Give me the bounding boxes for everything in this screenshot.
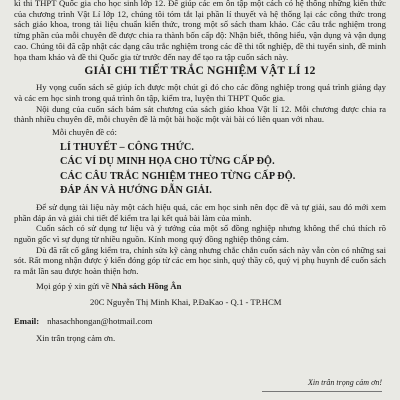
email-address: nhasachhongan@hotmail.com [47,316,153,327]
topic-intro: Mỗi chuyên đề có: [52,127,117,138]
topic-structure-list [60,141,386,199]
contact-prefix: Mọi góp ý xin gửi về [36,280,112,291]
paragraph-feedback: Dù đã rất cố gắng kiểm tra, chỉnh sửa kỹ càng nhưng chắc chắn cuốn sách này vẫn còn có những sai sót. Rất mong nhận được ý kiến đóng góp từ các em học sinh, quý thầy cô, quý vị phụ huynh để cuốn sách ra mắt lần sau được hoàn thiện hơn. [14,244,386,277]
signoff: Xin trân trọng cảm ơn! [307,378,382,388]
section-title: GIẢI CHI TIẾT TRẮC NGHIỆM VẬT LÍ 12 [84,65,316,78]
email-line [14,316,386,327]
signoff-underline [262,391,382,392]
paragraph-content: Nội dung của cuốn sách bám sát chương của sách giáo khoa Vật lí 12. Mỗi chương được chia ra thành nhiều chuyên đề, mỗi chuyên đề là một bài hoặc một vài bài có liên quan với nhau. [14,103,386,125]
paragraph-usage: Để sử dụng tài liệu này một cách hiệu quả, các em học sinh nên đọc đề và tự giải, sau đó mới xem phần đáp án và giải chi tiết để kiểm tra lại kết quả bài làm của mình. [14,201,386,223]
paragraph-hope: Hy vọng cuốn sách sẽ giúp ích được một chút gì đó cho các đồng nghiệp trong quá trình giảng dạy và các em học sinh trong quá trình ôn tập, kiểm tra, luyện thi THPT Quốc gia. [14,82,386,104]
list-item: LÍ THUYẾT – CÔNG THỨC. [60,141,195,153]
paragraph-sources: Cuốn sách có sử dụng tư liệu và ý tưởng của một số đồng nghiệp nhưng không thể chú thích rõ nguồn gốc vì sự dụng từ nhiều nguồn. Kính mong quý đồng nghiệp thông cảm. [14,223,386,244]
thanks-line: Xin trân trọng cảm ơn. [36,332,116,343]
list-item: CÁC VÍ DỤ MINH HỌA CHO TỪNG CẤP ĐỘ. [60,156,275,168]
contact-block [14,281,386,344]
list-item: ĐÁP ÁN VÀ HƯỚNG DẪN GIẢI. [60,185,212,197]
email-label: Email: [14,316,40,327]
publisher-address: 20C Nguyễn Thị Minh Khai, P.ĐaKao - Q.1 - TP.HCM [90,297,282,308]
publisher-name: Nhà sách Hồng Ân [111,280,182,291]
opening-paragraph: kì thi THPT Quốc gia cho học sinh lớp 12. Để giúp các em ôn tập một cách có hệ thống những kiến thức của chương trình Vật Lí lớp 12, chúng tôi tóm tắt lại phần lí thuyết và hệ thống lại các công thức trong sách giáo khoa, trong tài liệu chuẩn kiến thức, trong một số sách tham khảo. Các câu trắc nghiệm trong từng phần của mỗi chuyên đề được chia ra thành bốn cấp độ: Nhận biết, thông hiểu, vận dụng và vận dụng cao. Chúng tôi đã cập nhật các dạng câu trắc nghiệm trong các đề thi tốt nghiệp, đề thi tuyển sinh, đề minh họa tham khảo và đề thi Quốc gia từ trước đến nay để tạo ra tập cuốn sách này. [14,0,386,62]
contact-line [36,281,386,292]
list-item: CÁC CÂU TRẮC NGHIỆM THEO TỪNG CẤP ĐỘ. [60,170,296,182]
